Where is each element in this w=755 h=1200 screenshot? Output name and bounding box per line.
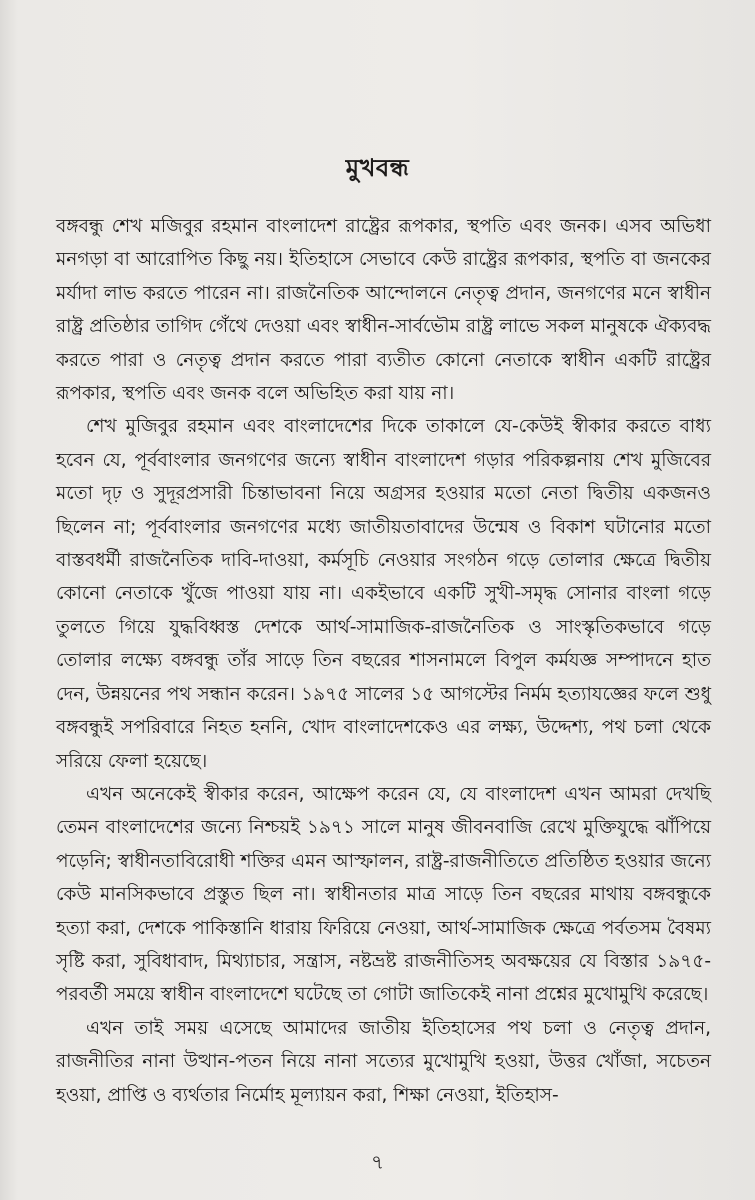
paragraph-2: শেখ মুজিবুর রহমান এবং বাংলাদেশের দিকে তাকালে যে-কেউই স্বীকার করতে বাধ্য হবেন যে, পূর্ববাংলার জনগণের জন্যে স্বাধীন বাংলাদেশ গড়ার পরিকল্পনায় শেখ মুজিবের মতো দৃঢ় ও সুদূরপ্রসারী চিন্তাভাবনা নিয়ে অগ্রসর হওয়ার মতো নেতা দ্বিতীয় একজনও ছিলেন না; পূর্ববাংলার জনগণের মধ্যে জাতীয়তাবাদের উন্মেষ ও বিকাশ ঘটানোর মতো বাস্তবধর্মী রাজনৈতিক দাবি-দাওয়া, কর্মসূচি নেওয়ার সংগঠন গড়ে তোলার ক্ষেত্রে দ্বিতীয় কোনো নেতাকে খুঁজে পাওয়া যায় না। একইভাবে একটি সুখী-সমৃদ্ধ সোনার বাংলা গড়ে তুলতে গিয়ে যুদ্ধবিধ্বস্ত দেশকে আর্থ-সামাজিক-রাজনৈতিক ও সাংস্কৃতিকভাবে গড়ে তোলার লক্ষ্যে বঙ্গবন্ধু তাঁর সাড়ে তিন বছরের শাসনামলে বিপুল কর্মযজ্ঞ সম্পাদনে হাত দেন, উন্নয়নের পথ সন্ধান করেন। ১৯৭৫ সালের ১৫ আগস্টের নির্মম হত্যাযজ্ঞের ফলে শুধু বঙ্গবন্ধুই সপরিবারে নিহত হননি, খোদ বাংলাদেশকেও এর লক্ষ্য, উদ্দেশ্য, পথ চলা থেকে সরিয়ে ফেলা হয়েছে।	[56, 416, 711, 772]
paragraph-4: এখন তাই সময় এসেছে আমাদের জাতীয় ইতিহাসের পথ চলা ও নেতৃত্ব প্রদান, রাজনীতির নানা উত্থান-পতন নিয়ে নানা সত্যের মুখোমুখি হওয়া, উত্তর খোঁজা, সচেতন হওয়া, প্রাপ্তি ও ব্যর্থতার নির্মোহ মূল্যায়ন করা, শিক্ষা নেওয়া, ইতিহাস-	[56, 1017, 711, 1106]
paragraph-3: এখন অনেকেই স্বীকার করেন, আক্ষেপ করেন যে, যে বাংলাদেশ এখন আমরা দেখছি তেমন বাংলাদেশের জন্যে নিশ্চয়ই ১৯৭১ সালে মানুষ জীবনবাজি রেখে মুক্তিযুদ্ধে ঝাঁপিয়ে পড়েনি; স্বাধীনতাবিরোধী শক্তির এমন আস্ফালন, রাষ্ট্র-রাজনীতিতে প্রতিষ্ঠিত হওয়ার জন্যে কেউ মানসিকভাবে প্রস্তুত ছিল না। স্বাধীনতার মাত্র সাড়ে তিন বছরের মাথায় বঙ্গবন্ধুকে হত্যা করা, দেশকে পাকিস্তানি ধারায় ফিরিয়ে নেওয়া, আর্থ-সামাজিক ক্ষেত্রে পর্বতসম বৈষম্য সৃষ্টি করা, সুবিধাবাদ, মিথ্যাচার, সন্ত্রাস, নষ্টভ্রষ্ট রাজনীতিসহ অবক্ষয়ের যে বিস্তার ১৯৭৫-পরবর্তী সময়ে স্বাধীন বাংলাদেশে ঘটেছে তা গোটা জাতিকেই নানা প্রশ্নের মুখোমুখি করেছে।	[56, 783, 711, 1006]
paragraph-1: বঙ্গবন্ধু শেখ মজিবুর রহমান বাংলাদেশ রাষ্ট্রের রূপকার, স্থপতি এবং জনক। এসব অভিধা মনগড়া বা আরোপিত কিছু নয়। ইতিহাসে সেভাবে কেউ রাষ্ট্রের রূপকার, স্থপতি বা জনকের মর্যাদা লাভ করতে পারেন না। রাজনৈতিক আন্দোলনে নেতৃত্ব প্রদান, জনগণের মনে স্বাধীন রাষ্ট্র প্রতিষ্ঠার তাগিদ গেঁথে দেওয়া এবং স্বাধীন-সার্বভৌম রাষ্ট্র লাভে সকল মানুষকে ঐক্যবদ্ধ করতে পারা ও নেতৃত্ব প্রদান করতে পারা ব্যতীত কোনো নেতাকে স্বাধীন একটি রাষ্ট্রের রূপকার, স্থপতি এবং জনক বলে অভিহিত করা যায় না।	[56, 216, 711, 405]
page-title: মুখবন্ধ	[345, 154, 410, 182]
body-text	[56, 210, 711, 1112]
page-number: ৭	[370, 1150, 384, 1174]
